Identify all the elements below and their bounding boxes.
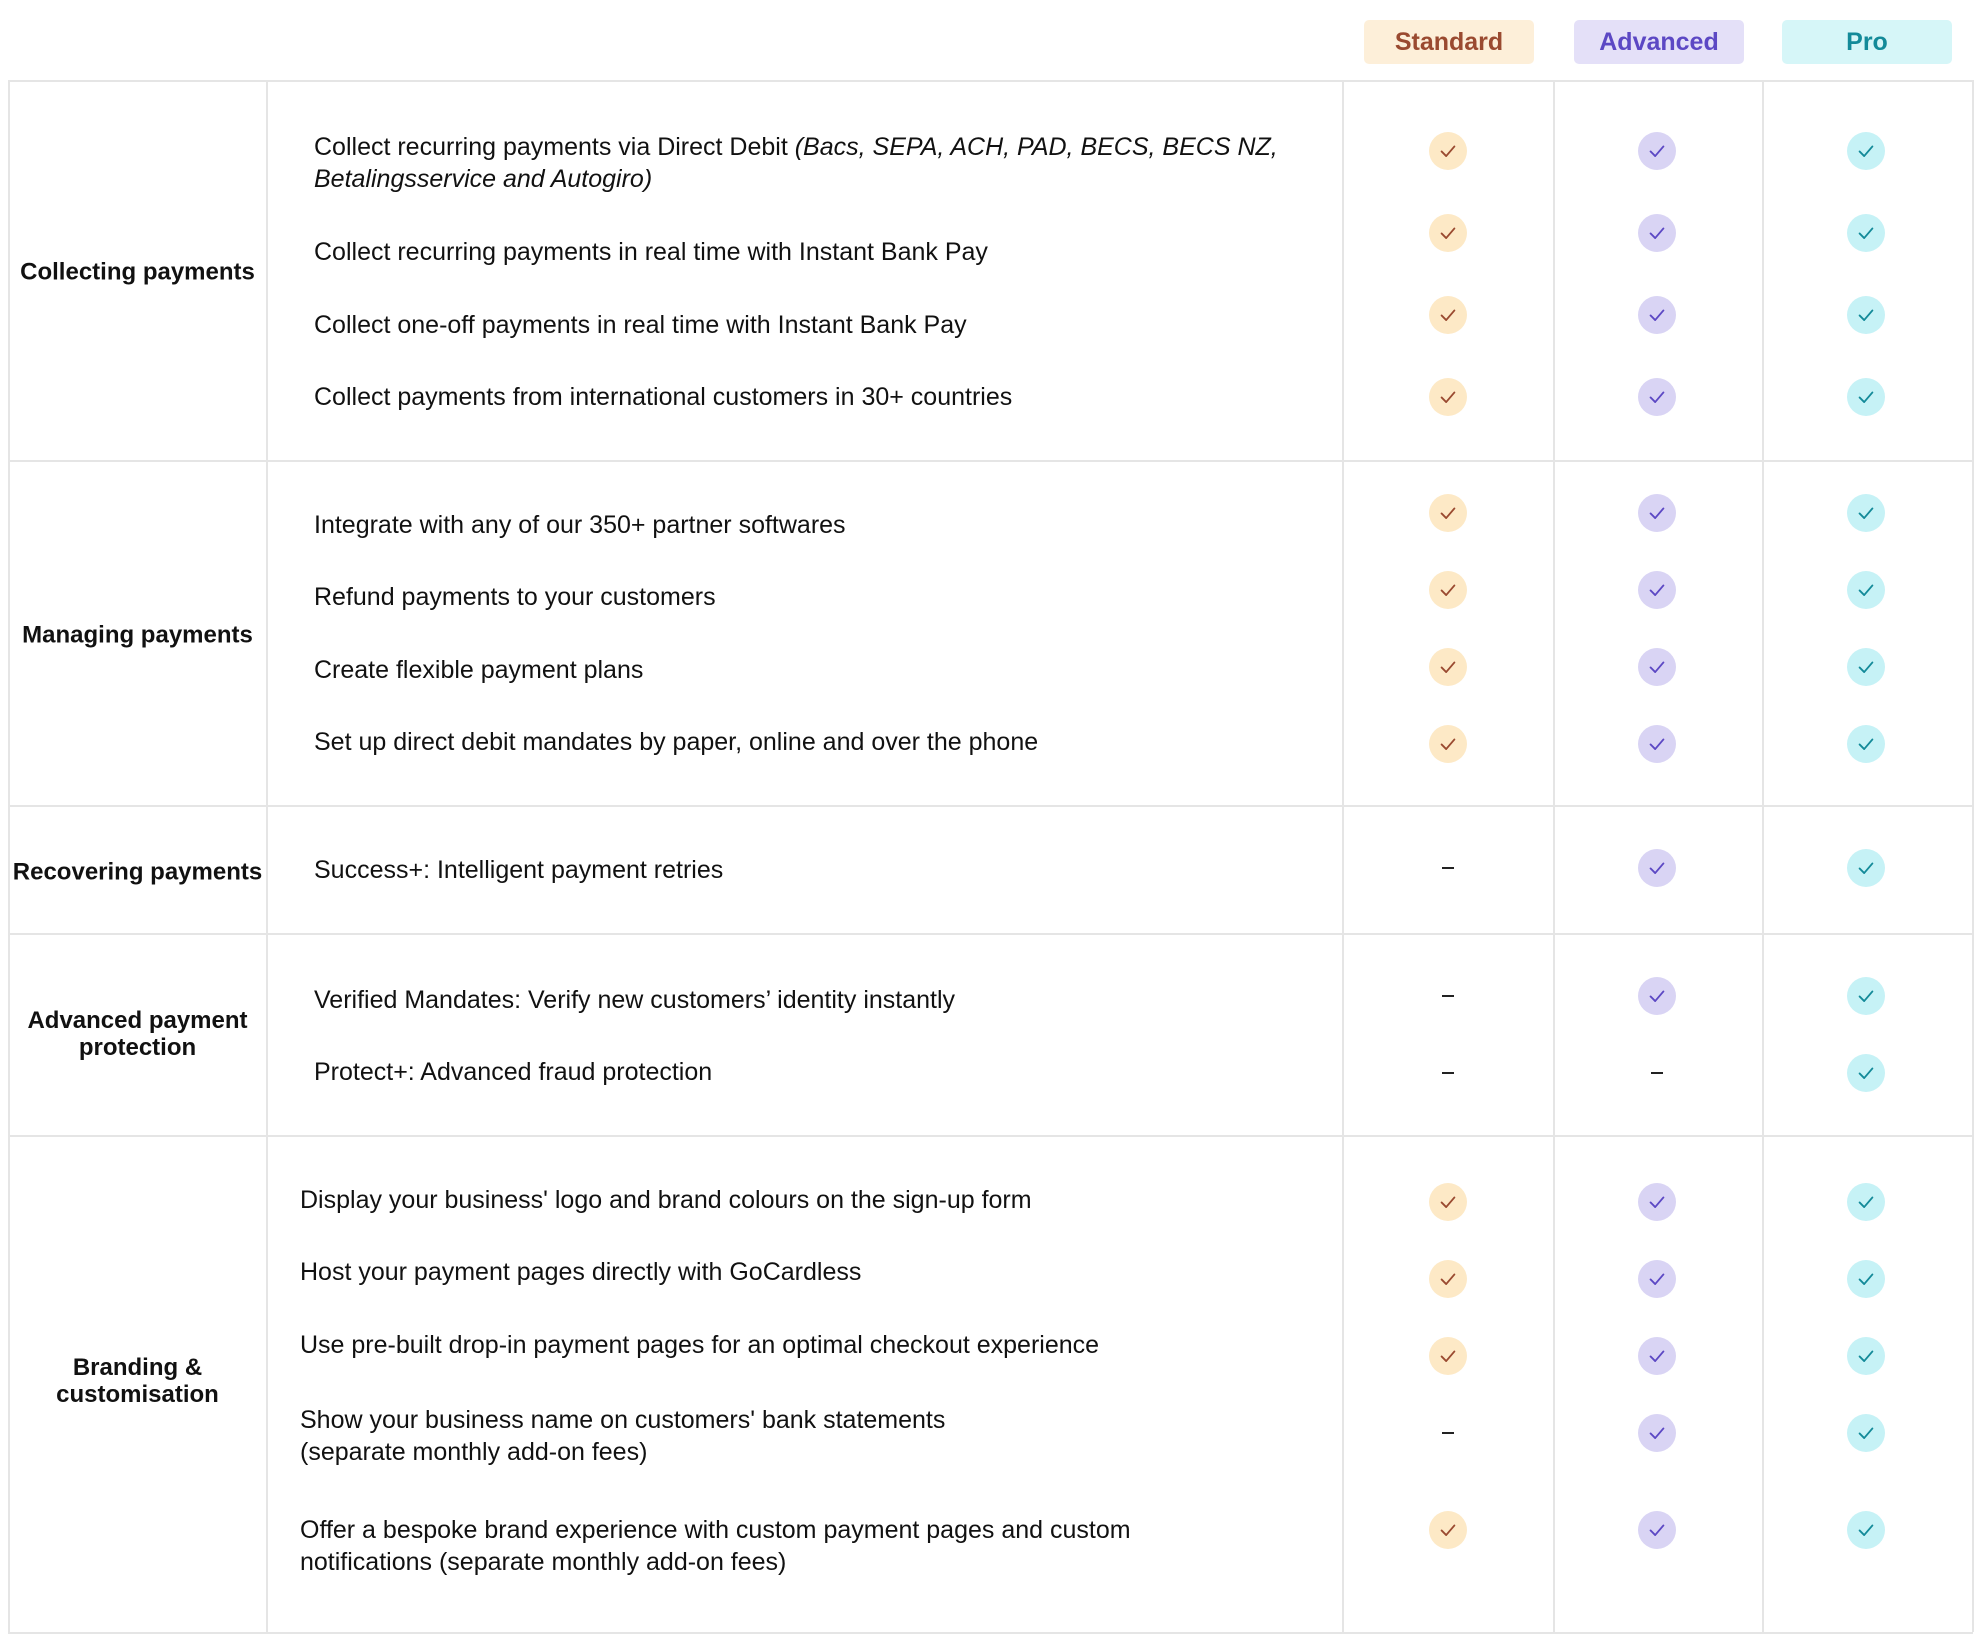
check-icon: [1638, 725, 1676, 763]
check-icon: [1638, 296, 1676, 334]
feature-row-text: Host your payment pages directly with GoCardless: [300, 1258, 862, 1286]
feature-row-text: Integrate with any of our 350+ partner softwares: [314, 511, 846, 539]
check-icon: [1847, 1054, 1885, 1092]
check-icon: [1429, 296, 1467, 334]
check-icon: [1847, 1337, 1885, 1375]
check-icon: [1847, 494, 1885, 532]
check-icon: [1638, 1260, 1676, 1298]
check-icon: [1429, 1183, 1467, 1221]
check-icon: [1429, 1511, 1467, 1549]
check-icon: [1847, 132, 1885, 170]
feature-row-text: Verified Mandates: Verify new customers’ identity instantly: [314, 986, 956, 1014]
dash-icon: [1442, 995, 1454, 997]
section-label-recovering: Recovering payments: [12, 858, 263, 886]
check-icon: [1638, 378, 1676, 416]
check-icon: [1847, 571, 1885, 609]
check-icon: [1638, 214, 1676, 252]
check-icon: [1847, 1511, 1885, 1549]
check-icon: [1638, 494, 1676, 532]
feature-row-text: Use pre-built drop-in payment pages for an optimal checkout experience: [300, 1331, 1100, 1359]
check-icon: [1429, 214, 1467, 252]
feature-row-text: Collect one-off payments in real time with Instant Bank Pay: [314, 311, 967, 339]
table-column-divider: [1762, 80, 1764, 1632]
check-icon: [1429, 648, 1467, 686]
feature-row-text: Collect recurring payments via Direct Debit (Bacs, SEPA, ACH, PAD, BECS, BECS NZ, Betalingsservice and Autogiro): [314, 133, 1278, 193]
check-icon: [1847, 1183, 1885, 1221]
plan-header-advanced: Advanced: [1574, 20, 1744, 64]
dash-icon: [1442, 1432, 1454, 1434]
table-divider: [8, 805, 1973, 807]
check-icon: [1847, 648, 1885, 686]
check-icon: [1638, 1511, 1676, 1549]
feature-row-text: Collect recurring payments in real time with Instant Bank Pay: [314, 238, 988, 266]
section-label-collecting: Collecting payments: [20, 258, 255, 286]
check-icon: [1847, 296, 1885, 334]
check-icon: [1847, 1260, 1885, 1298]
check-icon: [1638, 132, 1676, 170]
table-column-divider: [1342, 80, 1344, 1632]
check-icon: [1429, 571, 1467, 609]
plan-header-pro: Pro: [1782, 20, 1952, 64]
check-icon: [1847, 977, 1885, 1015]
check-icon: [1429, 378, 1467, 416]
dash-icon: [1442, 867, 1454, 869]
feature-row-text: Collect payments from international customers in 30+ countries: [314, 383, 1013, 411]
check-icon: [1847, 214, 1885, 252]
check-icon: [1429, 1337, 1467, 1375]
check-icon: [1638, 849, 1676, 887]
check-icon: [1429, 132, 1467, 170]
table-column-divider: [266, 80, 268, 1632]
check-icon: [1847, 1414, 1885, 1452]
feature-row-text: Display your business' logo and brand colours on the sign-up form: [300, 1186, 1032, 1214]
check-icon: [1429, 725, 1467, 763]
check-icon: [1638, 648, 1676, 686]
dash-icon: [1442, 1072, 1454, 1074]
table-divider: [8, 460, 1973, 462]
feature-row-text: Show your business name on customers' bank statements (separate monthly add-on fees): [300, 1406, 946, 1466]
check-icon: [1847, 849, 1885, 887]
feature-row-text: Create flexible payment plans: [314, 656, 644, 684]
check-icon: [1847, 378, 1885, 416]
section-label-branding: Branding & customisation: [56, 1354, 219, 1408]
check-icon: [1638, 977, 1676, 1015]
check-icon: [1429, 494, 1467, 532]
table-divider: [8, 1632, 1973, 1634]
table-divider: [8, 933, 1973, 935]
feature-row-text: Set up direct debit mandates by paper, online and over the phone: [314, 728, 1039, 756]
feature-row-text: Refund payments to your customers: [314, 583, 716, 611]
check-icon: [1429, 1260, 1467, 1298]
check-icon: [1638, 571, 1676, 609]
feature-row-text: Protect+: Advanced fraud protection: [314, 1058, 713, 1086]
table-divider: [8, 80, 1973, 82]
table-column-divider: [1553, 80, 1555, 1632]
table-column-divider: [1972, 80, 1974, 1632]
table-divider: [8, 1135, 1973, 1137]
check-icon: [1638, 1183, 1676, 1221]
check-icon: [1638, 1414, 1676, 1452]
check-icon: [1847, 725, 1885, 763]
feature-row-text: Success+: Intelligent payment retries: [314, 856, 724, 884]
plan-header-standard: Standard: [1364, 20, 1534, 64]
feature-row-text: Offer a bespoke brand experience with custom payment pages and custom notifications (separate monthly add-on fees): [300, 1516, 1131, 1576]
dash-icon: [1651, 1072, 1663, 1074]
check-icon: [1638, 1337, 1676, 1375]
section-label-protection: Advanced payment protection: [27, 1007, 248, 1061]
section-label-managing: Managing payments: [22, 621, 253, 649]
